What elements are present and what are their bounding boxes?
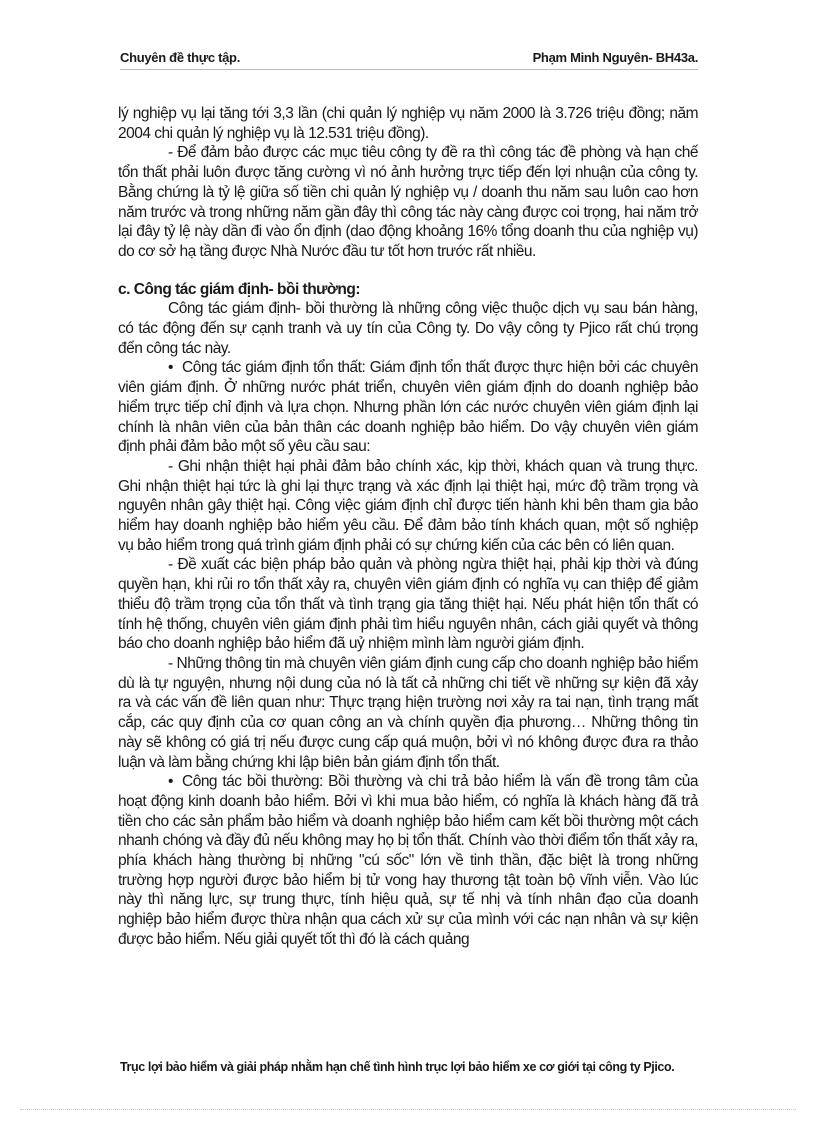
page-header xyxy=(120,50,698,65)
paragraph: - Đề xuất các biện pháp bảo quản và phòng ngừa thiệt hại, phải kịp thời và đúng quyền hạn, khi rủi ro tổn thất xảy ra, chuyên viên giám định có nghĩa vụ can thiệp để giảm thiểu độ trầm trọng của tổn thất và tình trạng gia tăng thiệt hại. Nếu phát hiện tổn thất có tính hệ thống, chuyên viên giám định phải tìm hiểu nguyên nhân, cách giải quyết và thông báo cho doanh nghiệp bảo hiểm đã uỷ nhiệm mình làm người giám định. xyxy=(118,556,698,653)
paragraph-text: Công tác bồi thường: Bồi thường và chi trả bảo hiểm là vấn đề trong tâm của hoạt động kinh doanh bảo hiểm. Bởi vì khi mua bảo hiểm, có nghĩa là khách hàng đã trả tiền cho các sản phẩm bảo hiểm và doanh nghiệp bảo hiểm cam kết bồi thường một cách nhanh chóng và đầy đủ nếu không may họ bị tổn thất. Chính vào thời điểm tổn thất xảy ra, phía khách hàng thường bị những "cú sốc" lớn về tinh thần, đặc biệt là trong những trường hợp người được bảo hiểm bị tử vong hay thương tật toàn bộ vĩnh viễn. Vào lúc này thì năng lực, sự trung thực, tính hiệu quả, sự tế nhị và tính nhân đạo của doanh nghiệp bảo hiểm được thừa nhận qua cách xử sự của mình với các nạn nhân và sự kiện được bảo hiểm. Nếu giải quyết tốt thì đó là cách quảng xyxy=(118,773,698,948)
page-footer: Trục lợi bảo hiểm và giải pháp nhằm hạn chế tình hình trục lợi bảo hiểm xe cơ giới tại công ty Pjico. xyxy=(120,1060,675,1074)
bullet-icon: • xyxy=(168,773,173,791)
paragraph: - Những thông tin mà chuyên viên giám định cung cấp cho doanh nghiệp bảo hiểm dù là tự nguyện, nhưng nội dung của nó là tất cả những chi tiết về những sự kiện đã xảy ra và các vấn đề liên quan như: Thực trạng hiện trường nơi xảy ra tai nạn, tình trạng mất cắp, các quy định của cơ quan công an và chính quyền địa phương… Những thông tin này sẽ không có giá trị nếu được cung cấp quá muộn, bởi vì nó không được đưa ra thảo luận và làm bằng chứng khi lập biên bản giám định tổn thất. xyxy=(118,654,698,771)
bullet-paragraph xyxy=(118,772,698,949)
paragraph: - Để đảm bảo được các mục tiêu công ty đề ra thì công tác đề phòng và hạn chế tổn thất phải luôn được tăng cường vì nó ảnh hưởng trực tiếp đến lợi nhuận của công ty. Bằng chứng là tỷ lệ giữa số tiền chi quản lý nghiệp vụ / doanh thu năm sau luôn cao hơn năm trước và trong những năm gần đây thì công tác này càng được coi trọng, hai năm trở lại đây tỷ lệ này dần đi vào ổn định (dao động khoảng 16% tổng doanh thu của nghiệp vụ) do cơ sở hạ tầng được Nhà Nước đầu tư tốt hơn trước rất nhiều. xyxy=(118,144,698,260)
section-heading: c. Công tác giám định- bồi thường: xyxy=(118,280,361,298)
document-body xyxy=(118,104,698,950)
paragraph: Công tác giám định- bồi thường là những công việc thuộc dịch vụ sau bán hàng, có tác động đến sự cạnh tranh và uy tín của Công ty. Do vậy công ty Pjico rất chú trọng đến công tác này. xyxy=(118,300,698,357)
paragraph-gap xyxy=(118,262,698,280)
bullet-icon: • xyxy=(168,359,173,377)
header-divider xyxy=(120,69,698,70)
header-left: Chuyên đề thực tập. xyxy=(120,50,241,65)
paragraph-text: Công tác giám định tổn thất: Giám định tổn thất được thực hiện bởi các chuyên viên giám định. Ở những nước phát triển, chuyên viên giám định do doanh nghiệp bảo hiểm trực tiếp chỉ định và lựa chọn. Nhưng phần lớn các nước chuyên viên giám định lại chính là nhân viên của bản thân các doanh nghiệp bảo hiểm. Do vậy chuyên viên giám định phải đảm bảo một số yêu cầu sau: xyxy=(118,359,698,456)
bullet-paragraph xyxy=(118,358,698,457)
paragraph: lý nghiệp vụ lại tăng tới 3,3 lần (chi quản lý nghiệp vụ năm 2000 là 3.726 triệu đồng; năm 2004 chi quản lý nghiệp vụ là 12.531 triệu đồng). xyxy=(118,105,698,142)
header-right: Phạm Minh Nguyên- BH43a. xyxy=(532,50,698,65)
paragraph: - Ghi nhận thiệt hại phải đảm bảo chính xác, kịp thời, khách quan và trung thực. Ghi nhận thiệt hại tức là ghi lại thực trạng và xác định lại thiệt hại, mức độ trầm trọng và nguyên nhân gây thiệt hại. Công việc giám định chỉ được tiến hành khi bên tham gia bảo hiểm hay doanh nghiệp bảo hiểm yêu cầu. Để đảm bảo tính khách quan, một số nghiệp vụ bảo hiểm trong quá trình giám định phải có sự chứng kiến của các bên có liên quan. xyxy=(118,457,698,554)
page-bottom-divider xyxy=(20,1109,796,1110)
